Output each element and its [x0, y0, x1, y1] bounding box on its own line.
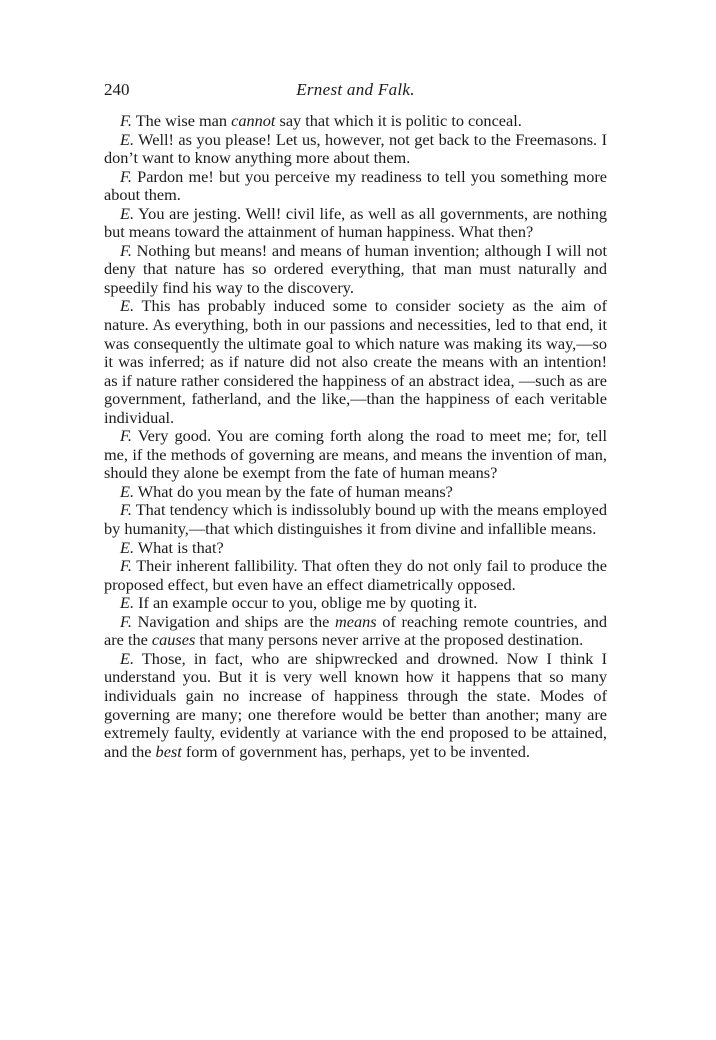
speaker-label: F.: [120, 111, 132, 130]
paragraph-text: Very good. You are coming forth along the road to meet me; for, tell me, if the methods of governing are means, and means the invention of man, should they alone be exempt from the fate of human means?: [104, 426, 607, 483]
dialogue-paragraph: [104, 242, 607, 298]
dialogue-paragraph: [104, 131, 607, 168]
paragraph-text: This has probably induced some to consider society as the aim of nature. As everything, both in our passions and necessities, led to that end, it was consequently the ultimate goal to which nature was making its way,—so it was inferred; as if nature did not also create the means with an intention! as if nature rather considered the happiness of an abstract idea, —such as are government, fatherland, and the like,—than the happiness of each veritable individual.: [104, 296, 607, 427]
speaker-label: F.: [120, 611, 132, 631]
speaker-label: E.: [120, 537, 135, 557]
dialogue-paragraph: [104, 594, 607, 613]
running-title: Ernest and Falk.: [296, 80, 415, 99]
paragraph-text: What do you mean by the fate of human means?: [134, 481, 453, 501]
dialogue-paragraph: [104, 427, 607, 483]
dialogue-paragraph: [104, 613, 607, 650]
speaker-label: E.: [120, 203, 135, 223]
paragraph-text: Well! as you please! Let us, however, not get back to the Freemasons. I don’t want to know anything more about them.: [104, 129, 607, 168]
speaker-label: E.: [120, 296, 135, 316]
speaker-label: F.: [120, 556, 132, 576]
dialogue-paragraph: [104, 112, 607, 131]
paragraph-text: say that which it is politic to conceal.: [275, 111, 522, 130]
paragraph-text: Nothing but means! and means of human invention; although I will not deny that nature has so ordered everything, that man must naturally and speedily find his way to the discovery.: [104, 240, 607, 297]
book-page: [104, 80, 607, 761]
paragraph-text: The wise man: [131, 111, 232, 130]
paragraph-text: You are jesting. Well! civil life, as well as all governments, are nothing but means toward the attainment of human happiness. What then?: [104, 203, 607, 242]
emphasis-text: means: [335, 611, 377, 631]
speaker-label: F.: [120, 426, 132, 446]
paragraph-text: Their inherent fallibility. That often they do not only fail to produce the proposed effect, but even have an effect diametrically opposed.: [104, 556, 607, 594]
speaker-label: E.: [120, 129, 135, 149]
paragraph-text: If an example occur to you, oblige me by quoting it.: [134, 593, 478, 613]
paragraph-text: Pardon me! but you perceive my readiness to tell you something more about them.: [104, 166, 607, 205]
dialogue-paragraph: [104, 557, 607, 594]
paragraph-text: of reaching remote countries, and are the: [104, 611, 607, 650]
paragraph-text: Navigation and ships are the: [131, 611, 335, 631]
dialogue-paragraph: [104, 539, 607, 558]
dialogue-paragraph: [104, 168, 607, 205]
paragraph-text: What is that?: [134, 537, 224, 557]
speaker-label: F.: [120, 166, 132, 186]
paragraph-text: form of government has, perhaps, yet to be invented.: [181, 741, 530, 761]
dialogue-paragraph: [104, 205, 607, 242]
speaker-label: E.: [120, 648, 135, 668]
speaker-label: F.: [120, 240, 132, 260]
speaker-label: F.: [120, 500, 132, 520]
paragraph-text: That tendency which is indissolubly bound up with the means employed by humanity,—that which distinguishes it from divine and infallible means.: [104, 500, 607, 539]
paragraph-text: that many persons never arrive at the proposed destination.: [195, 630, 584, 650]
dialogue-paragraph: [104, 501, 607, 538]
page-number: 240: [104, 80, 130, 99]
emphasis-text: best: [155, 741, 182, 761]
emphasis-text: causes: [151, 630, 196, 650]
running-head: [104, 80, 607, 106]
speaker-label: E.: [120, 593, 135, 613]
dialogue-paragraph: [104, 297, 607, 427]
dialogue-paragraph: [104, 483, 607, 502]
dialogue-paragraph: [104, 650, 607, 761]
paragraph-text: Those, in fact, who are shipwrecked and drowned. Now I think I understand you. But it is very well known how it happens that so many individuals gain no increase of happiness through the state. Modes of governing are many; one therefore would be better than another; many are extremely faulty, evidently at variance with the end proposed to be attained, and the: [104, 648, 607, 761]
speaker-label: E.: [120, 481, 135, 501]
emphasis-text: cannot: [231, 111, 276, 130]
dialogue-text: [104, 112, 607, 761]
